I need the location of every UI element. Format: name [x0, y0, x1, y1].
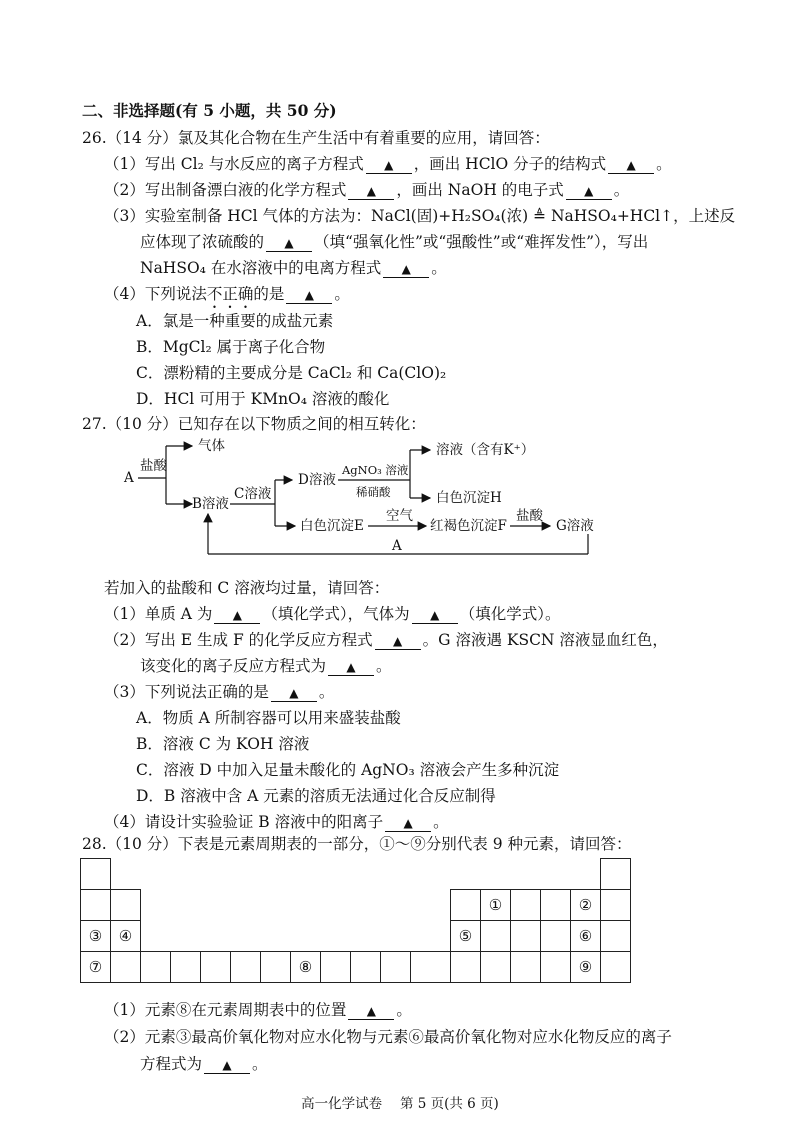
- q28-stem: 28.（10 分）下表是元素周期表的一部分，①～⑨分别代表 9 种元素，请回答：: [82, 835, 632, 853]
- q26-p3-text-e: 。: [431, 259, 447, 277]
- q26-p2-text-c: 。: [613, 181, 630, 199]
- q27-part2-line1: [104, 630, 668, 650]
- q27-p1-text-a: （1）单质 A 为: [104, 605, 213, 623]
- flow-label-hno3: 稀硝酸: [356, 485, 391, 499]
- pt-cell-9: ⑨: [570, 951, 601, 983]
- q26-part4: [104, 284, 350, 312]
- answer-blank[interactable]: [204, 1056, 250, 1074]
- flow-node-gas: 气体: [198, 438, 225, 454]
- q26-p4-emphasis: 不正确: [206, 285, 254, 303]
- q28-p2-text-c: 。: [252, 1055, 268, 1073]
- q27-p4-text-b: 。: [433, 813, 449, 831]
- pt-cell: [140, 951, 171, 983]
- pt-cell: [480, 920, 511, 952]
- q28-p2-text-b: 方程式为: [140, 1055, 203, 1073]
- flow-node-g: G溶液: [556, 518, 594, 534]
- pt-cell: [540, 951, 571, 983]
- answer-blank[interactable]: [412, 606, 458, 624]
- pt-cell: [480, 951, 511, 983]
- q26-p4-suffix: 的是: [253, 285, 285, 303]
- answer-blank[interactable]: [608, 156, 654, 174]
- q27-p2-text-d: 。: [376, 657, 392, 675]
- pt-cell: [450, 889, 481, 921]
- flow-label-air: 空气: [386, 508, 413, 524]
- q26-part2: [104, 180, 629, 200]
- pt-cell: [170, 951, 201, 983]
- answer-blank[interactable]: [383, 260, 429, 278]
- q27-p1-text-b: （填化学式），气体为: [262, 605, 410, 623]
- pt-cell: [600, 920, 631, 952]
- pt-cell: [350, 951, 381, 983]
- pt-cell: [80, 889, 111, 921]
- periodic-table-fragment: [80, 858, 632, 986]
- q28-p1-text-b: 。: [396, 1001, 412, 1019]
- q28-part2-line1: （2）元素③最高价氧化物对应水化物与元素⑥最高价氧化物对应水化物反应的离子: [104, 1028, 672, 1046]
- q27-p1-text-c: （填化学式）。: [459, 605, 561, 623]
- q26-part3-line2: [140, 232, 648, 252]
- pt-cell: [510, 951, 541, 983]
- pt-cell: [600, 889, 631, 921]
- section-title: 二、非选择题(有 5 小题，共 50 分): [82, 101, 337, 120]
- answer-blank[interactable]: [348, 182, 394, 200]
- q27-p2-text-b: 。G 溶液遇 KSCN 溶液显血红色，: [422, 631, 668, 649]
- q28-part2-line2: [140, 1054, 268, 1074]
- answer-blank[interactable]: [385, 814, 431, 832]
- q27-stem: 27.（10 分）已知存在以下物质之间的相互转化：: [82, 415, 426, 433]
- pt-cell: [80, 858, 111, 890]
- answer-blank[interactable]: [366, 156, 412, 174]
- q26-option-d: D．HCl 可用于 KMnO₄ 溶液的酸化: [136, 390, 390, 408]
- q27-part3: [104, 682, 334, 702]
- pt-cell: [450, 951, 481, 983]
- answer-blank[interactable]: [266, 234, 312, 252]
- flow-node-d: D溶液: [298, 472, 336, 488]
- q26-option-a: A．氯是一种重要的成盐元素: [136, 312, 334, 330]
- flow-label-hcl: 盐酸: [140, 458, 167, 474]
- reaction-flow-diagram: [120, 438, 640, 568]
- page-footer: 高一化学试卷 第 5 页(共 6 页): [301, 1096, 499, 1112]
- pt-cell-5: ⑤: [450, 920, 481, 952]
- q26-option-c: C．漂粉精的主要成分是 CaCl₂ 和 Ca(ClO)₂: [136, 364, 447, 382]
- q26-p1-text-b: ，画出 HClO 分子的结构式: [413, 155, 607, 173]
- q26-p2-text-a: （2）写出制备漂白液的化学方程式: [104, 181, 347, 199]
- pt-cell: [410, 951, 451, 983]
- q26-p2-text-b: ，画出 NaOH 的电子式: [396, 181, 564, 199]
- q26-part3-line3: [140, 258, 447, 278]
- pt-cell-3: ③: [80, 920, 111, 952]
- flow-label-c: C溶液: [234, 486, 272, 502]
- pt-cell: [260, 951, 291, 983]
- pt-cell: [600, 858, 631, 890]
- q26-part3-line1: （3）实验室制备 HCl 气体的方法为：NaCl(固)+H₂SO₄(浓) ≜ NaHSO₄+HCl↑，上述反: [104, 207, 736, 225]
- q28-part1: [104, 1000, 412, 1020]
- q27-part2-line2: [140, 656, 392, 676]
- pt-cell-1: ①: [480, 889, 511, 921]
- q26-p3-text-d: NaHSO₄ 在水溶液中的电离方程式: [140, 259, 382, 277]
- q26-p4-end: 。: [334, 285, 350, 303]
- q28-p1-text-a: （1）元素⑧在元素周期表中的位置: [104, 1001, 347, 1019]
- answer-blank[interactable]: [286, 286, 332, 304]
- pt-cell-7: ⑦: [80, 951, 111, 983]
- answer-blank[interactable]: [348, 1002, 394, 1020]
- pt-cell: [230, 951, 261, 983]
- pt-cell: [540, 889, 571, 921]
- q26-part1: [104, 154, 672, 174]
- flow-label-hcl2: 盐酸: [516, 508, 543, 524]
- flow-label-a-back: A: [392, 538, 402, 554]
- q27-condition: 若加入的盐酸和 C 溶液均过量，请回答：: [104, 579, 390, 597]
- q26-p4-prefix: （4）下列说法: [104, 285, 207, 303]
- q27-option-b: B．溶液 C 为 KOH 溶液: [136, 735, 310, 753]
- flow-node-a: A: [124, 470, 134, 486]
- q26-option-b: B．MgCl₂ 属于离子化合物: [136, 338, 326, 356]
- pt-cell-2: ②: [570, 889, 601, 921]
- pt-cell: [510, 889, 541, 921]
- pt-cell: [540, 920, 571, 952]
- pt-cell-8: ⑧: [290, 951, 321, 983]
- flow-node-b: B溶液: [192, 496, 229, 512]
- q26-p3-text-b: 应体现了浓硫酸的: [140, 233, 265, 251]
- q27-p4-text-a: （4）请设计实验验证 B 溶液中的阳离子: [104, 813, 384, 831]
- flow-label-agno3: AgNO₃ 溶液: [342, 463, 409, 477]
- answer-blank[interactable]: [328, 658, 374, 676]
- q26-p1-text-a: （1）写出 Cl₂ 与水反应的离子方程式: [104, 155, 364, 173]
- pt-cell: [110, 889, 141, 921]
- pt-cell: [200, 951, 231, 983]
- answer-blank[interactable]: [214, 606, 260, 624]
- pt-cell: [380, 951, 411, 983]
- flow-node-h: 白色沉淀H: [436, 490, 502, 506]
- pt-cell-6: ⑥: [570, 920, 601, 952]
- q27-p2-text-c: 该变化的离子反应方程式为: [140, 657, 327, 675]
- q27-p3-text-b: 。: [318, 683, 335, 701]
- q27-part1: [104, 604, 560, 624]
- q26-p3-text-c: （填“强氧化性”或“强酸性”或“难挥发性”），写出: [314, 233, 649, 251]
- q27-p3-text-a: （3）下列说法正确的是: [104, 683, 269, 701]
- q27-option-d: D．B 溶液中含 A 元素的溶质无法通过化合反应制得: [136, 787, 496, 805]
- pt-cell: [600, 951, 631, 983]
- answer-blank[interactable]: [271, 684, 317, 702]
- q27-option-c: C．溶液 D 中加入足量未酸化的 AgNO₃ 溶液会产生多种沉淀: [136, 761, 560, 779]
- q27-p2-text-a: （2）写出 E 生成 F 的化学反应方程式: [104, 631, 373, 649]
- flow-node-f: 红褐色沉淀F: [430, 518, 507, 534]
- answer-blank[interactable]: [375, 632, 421, 650]
- flow-node-k-solution: 溶液（含有K⁺）: [436, 442, 535, 458]
- q27-option-a: A．物质 A 所制容器可以用来盛装盐酸: [136, 709, 401, 727]
- q26-p1-text-c: 。: [656, 155, 672, 173]
- answer-blank[interactable]: [566, 182, 612, 200]
- pt-cell: [320, 951, 351, 983]
- flow-node-e: 白色沉淀E: [300, 518, 364, 534]
- pt-cell: [510, 920, 541, 952]
- q27-part4: [104, 812, 449, 832]
- pt-cell: [110, 951, 141, 983]
- q26-stem: 26.（14 分）氯及其化合物在生产生活中有着重要的应用，请回答：: [82, 129, 550, 147]
- pt-cell-4: ④: [110, 920, 141, 952]
